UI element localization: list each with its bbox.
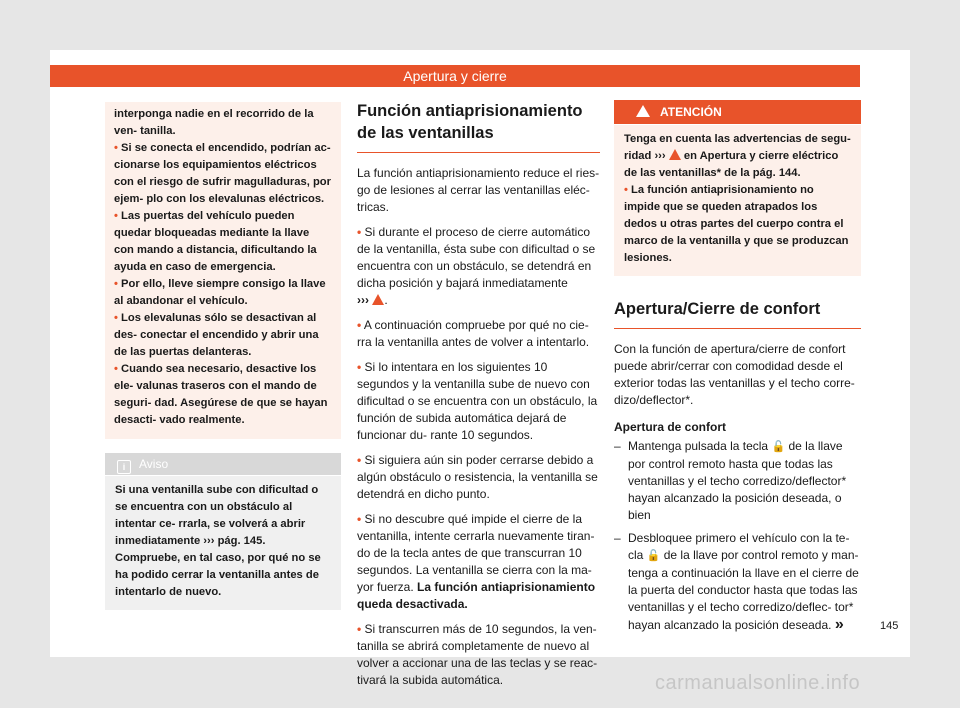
warning-triangle-icon [636, 105, 650, 117]
bullet-item: • A continuación compruebe por qué no cie- rra la ventanilla antes de volver a intentarlo. [357, 318, 590, 349]
bullet-icon: • [114, 278, 118, 290]
bullet-item: • Si durante el proceso de cierre automático de la ventanilla, ésta sube con dificultad o se encuentra con un obstáculo, se detendrá en dicha posición y bajará inmediatamente ››› . [357, 225, 596, 307]
paragraph: Con la función de apertura/cierre de confort puede abrir/cerrar con comodidad desde el exterior todas las ventanillas y el techo corre- dizo/deflector*. [614, 342, 855, 407]
bullet-icon: • [114, 312, 118, 324]
bullet-icon: • [357, 453, 362, 467]
section-title-antiaprisionamiento: Función antiaprisionamiento de las ventanillas [357, 100, 600, 153]
warning-bullet: • Los elevalunas sólo se desactivan al des- conectar el encendido y abrir una de las puertas delanteras. [114, 312, 319, 358]
warning-continuation [105, 102, 341, 439]
unlock-icon: 🔓 [771, 441, 786, 453]
atencion-box [614, 100, 861, 276]
watermark: carmanualsonline.info [655, 672, 861, 694]
bullet-item: • Si lo intentara en los siguientes 10 segundos y la ventanilla sube de nuevo con dificultad o se encuentra con un obstáculo, la función de subida automática dejará de funcionar du- rante 10 segundos. [357, 360, 598, 442]
aviso-header [105, 453, 341, 476]
continue-mark: » [834, 616, 844, 633]
bullet-icon: • [357, 360, 362, 374]
section-body [357, 165, 600, 689]
section-body [614, 341, 861, 634]
aviso-label: Aviso [139, 457, 169, 471]
warning-bullet: • Cuando sea necesario, desactive los ele- valunas traseros con el mando de seguri- dad. Asegúrese de que se hayan desacti- vado realmente. [114, 363, 328, 426]
bullet-icon: • [114, 142, 118, 154]
bullet-item: • Si siguiera aún sin poder cerrarse debido a algún obstáculo o resistencia, la ventanilla se detendrá en dicho punto. [357, 453, 598, 501]
dash-marker: – [614, 531, 621, 545]
unlock-icon: 🔓 [646, 550, 661, 562]
dash-marker: – [614, 439, 621, 453]
warning-text: interponga nadie en el recorrido de la ven- tanilla. [114, 108, 314, 137]
step-item: – Desbloquee primero el vehículo con la te- cla 🔓 de la llave por control remoto y man- tenga a continuación la llave en el cierre de la puerta del conductor hasta que todas las ventanillas y el techo corredizo/deflec- tor* hayan alcanzado la posición deseada. » [614, 531, 859, 633]
aviso-box [105, 453, 341, 610]
warning-triangle-icon [372, 294, 384, 305]
aviso-body [105, 476, 341, 610]
bullet-icon: • [114, 363, 118, 375]
bullet-icon: • [357, 318, 362, 332]
atencion-text: Tenga en cuenta las advertencias de segu- ridad ››› en Apertura y cierre eléctrico de las ventanillas* de la pág. 144. [624, 133, 851, 179]
bullet-item: • Si no descubre qué impide el cierre de la ventanilla, intente cerrarla nuevamente tiran- do de la tecla antes de que transcurran 10 segundos. La ventanilla se cierra con la ma- yor fuerza. La función antiaprisionamiento queda desactivada. [357, 512, 596, 611]
aviso-text: Si una ventanilla sube con dificultad o se encuentra con un obstáculo al intentar ce- rrarla, se volverá a abrir inmediatamente ››› pág. 145. Compruebe, en tal caso, por qué no se ha podido cerrar la ventanilla antes de intentarlo de nuevo. [115, 484, 321, 598]
paragraph: La función antiaprisionamiento reduce el ries- go de lesiones al cerrar las ventanillas eléc- tricas. [357, 166, 600, 214]
column-middle [357, 100, 600, 697]
warning-bullet: • Las puertas del vehículo pueden quedar bloqueadas mediante la llave con mando a distancia, dificultando la ayuda en caso de emergencia. [114, 210, 317, 273]
page-number: 145 [880, 620, 899, 632]
bullet-icon: • [357, 225, 362, 239]
page-header-title: Apertura y cierre [50, 65, 860, 87]
bullet-icon: • [624, 184, 628, 196]
column-left [105, 102, 341, 610]
atencion-label: ATENCIÓN [660, 105, 722, 119]
bullet-icon: • [114, 210, 118, 222]
bold-statement: La función antiaprisionamiento queda desactivada. [357, 580, 596, 611]
reference-link[interactable]: ››› [357, 293, 369, 307]
column-right [614, 100, 861, 640]
atencion-body [614, 125, 861, 276]
subheading: Apertura de confort [614, 420, 727, 434]
bullet-icon: • [357, 512, 362, 526]
atencion-header [614, 100, 861, 125]
bullet-item: • Si transcurren más de 10 segundos, la ven- tanilla se abrirá completamente de nuevo al volver a accionar una de las teclas y se reac- tivará la subida automática. [357, 622, 598, 687]
step-item: – Mantenga pulsada la tecla 🔓 de la llave por control remoto hasta que todas las ventanillas y el techo corredizo/deflector* hayan alcanzado la posición deseada, o bien [614, 439, 847, 522]
bullet-icon: • [357, 622, 362, 636]
warning-bullet: • Si se conecta el encendido, podrían ac- cionarse los equipamientos eléctricos con el riesgo de sufrir magulladuras, por ejem- plo con los elevalunas eléctricos. [114, 142, 331, 205]
section-title-confort: Apertura/Cierre de confort [614, 298, 861, 329]
atencion-bullet: • La función antiaprisionamiento no impide que se queden atrapados los dedos u otras partes del cuerpo contra el marco de la ventanilla y que se produzcan lesiones. [624, 184, 849, 264]
warning-triangle-icon [669, 149, 681, 160]
info-icon: i [117, 460, 131, 474]
warning-bullet: • Por ello, lleve siempre consigo la llave al abandonar el vehículo. [114, 278, 326, 307]
